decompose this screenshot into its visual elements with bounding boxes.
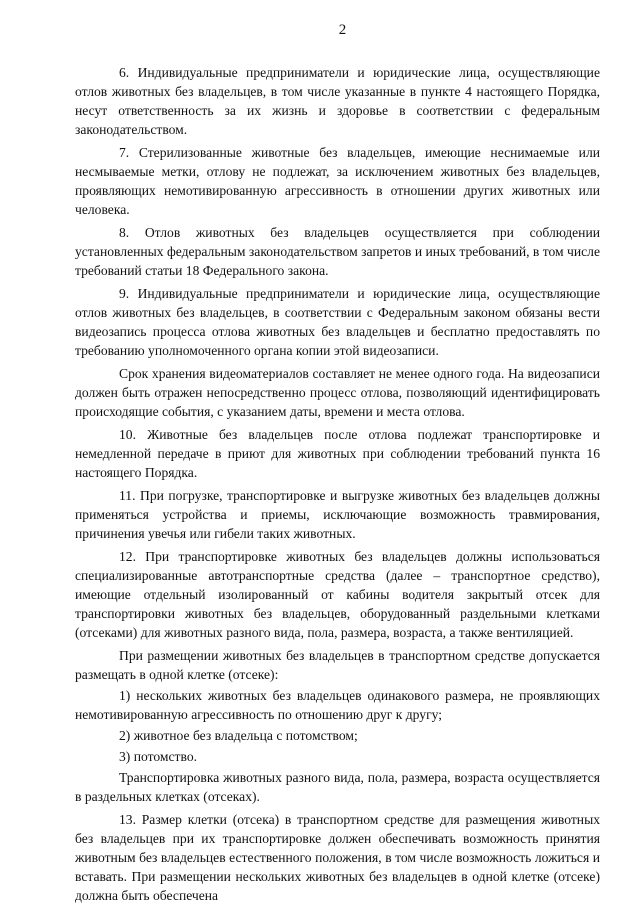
- list-item-2: 2) животное без владельца с потомством;: [119, 728, 358, 743]
- paragraph-13: 13. Размер клетки (отсека) в транспортном средстве для размещения животных без владельцев при их транспортировке должен обеспечивать возможность принятия животным без владельцев естественного положения, в том числе возможность ложиться и вставать. При размещении нескольких животных без владельцев в одной клетке (отсеке) должна быть обеспечена: [75, 812, 600, 903]
- list-item-3: 3) потомство.: [119, 749, 198, 764]
- paragraph-10: 10. Животные без владельцев после отлова подлежат транспортировке и немедленной передаче в приют для животных при соблюдении требований пункта 16 настоящего Порядка.: [75, 427, 600, 480]
- paragraph-9: 9. Индивидуальные предприниматели и юридические лица, осуществляющие отлов животных без владельцев, в соответствии с Федеральным законом обязаны вести видеозапись процесса отлова животных без владельцев и бесплатно предоставлять по требованию уполномоченного органа копии этой видеозаписи.: [75, 286, 600, 358]
- paragraph-7: 7. Стерилизованные животные без владельцев, имеющие неснимаемые или несмываемые метки, отлову не подлежат, за исключением животных без владельцев, проявляющих немотивированную агрессивность в отношении других животных или человека.: [75, 145, 600, 217]
- paragraph-transport-separate: Транспортировка животных разного вида, пола, размера, возраста осуществляется в раздельных клетках (отсеках).: [75, 770, 600, 804]
- paragraph-video-storage: Срок хранения видеоматериалов составляет не менее одного года. На видеозаписи должен быть отражен непосредственно процесс отлова, позволяющий идентифицировать происходящие события, с указанием даты, времени и места отлова.: [75, 366, 600, 419]
- paragraph-placement: При размещении животных без владельцев в транспортном средстве допускается размещать в одной клетке (отсеке):: [75, 648, 600, 682]
- paragraph-8: 8. Отлов животных без владельцев осуществляется при соблюдении установленных федеральным законодательством запретов и иных требований, в том числе требований статьи 18 Федерального закона.: [75, 225, 600, 278]
- paragraph-6: 6. Индивидуальные предприниматели и юридические лица, осуществляющие отлов животных без владельцев, в том числе указанные в пункте 4 настоящего Порядка, несут ответственность за их жизнь и здоровье в соответствии с федеральным законодательством.: [75, 65, 600, 137]
- paragraph-12: 12. При транспортировке животных без владельцев должны использоваться специализированные автотранспортные средства (далее – транспортное средство), имеющие отдельный изолированный от кабины водителя закрытый отсек для транспортировки животных без владельцев, оборудованный раздельными клетками (отсеками) для животных разного вида, пола, размера, возраста, а также вентиляцией.: [75, 549, 600, 640]
- page-number: 2: [338, 22, 347, 38]
- list-item-1: 1) нескольких животных без владельцев одинакового размера, не проявляющих немотивированную агрессивность по отношению друг к другу;: [75, 688, 600, 722]
- paragraph-11: 11. При погрузке, транспортировке и выгрузке животных без владельцев должны применяться устройства и приемы, исключающие возможность травмирования, причинения увечья или гибели таких животных.: [75, 488, 600, 541]
